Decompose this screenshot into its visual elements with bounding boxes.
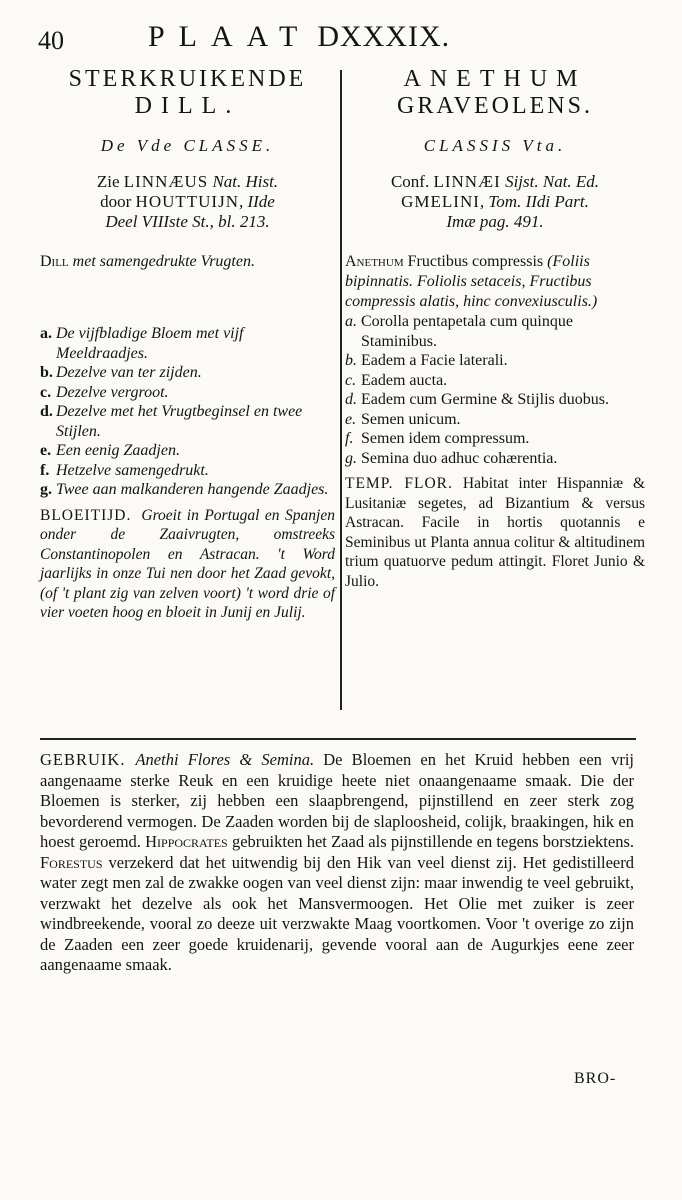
plate-word: PLAAT <box>148 20 312 53</box>
ref-work: Nat. Hist. <box>208 172 279 191</box>
ref-volume: Imæ pag. 491. <box>446 212 544 231</box>
dutch-plant-name <box>40 252 335 272</box>
plant-genus: Anethum <box>345 253 404 270</box>
legend-item <box>345 390 645 410</box>
flowering-label: BLOEITIJD. <box>40 506 132 524</box>
usage-intro: Anethi Flores & Semina. <box>135 750 315 769</box>
catchword: BRO- <box>574 1070 617 1087</box>
legend-item <box>345 351 645 371</box>
legend-key: e. <box>345 410 357 428</box>
dutch-title-line2: DILL. <box>134 93 241 119</box>
latin-figure-legend <box>345 312 645 468</box>
usage-author: Hippocrates <box>145 832 228 851</box>
ref-text: door <box>100 192 136 211</box>
ref-author: LINNÆUS <box>123 172 209 191</box>
latin-flowering <box>345 474 645 591</box>
legend-text: Een eenig Zaadjen. <box>56 442 180 459</box>
latin-reference <box>345 172 645 232</box>
legend-text: Corolla pentapetala cum quinque Staminibus. <box>361 313 573 350</box>
legend-key: c. <box>40 383 52 401</box>
legend-key: a. <box>345 313 357 330</box>
legend-key: d. <box>40 403 53 420</box>
ref-author: HOUTTUIJN <box>135 192 239 211</box>
legend-item <box>345 371 645 391</box>
legend-text: Eadem a Facie laterali. <box>361 352 508 369</box>
ref-work: Sijst. Nat. Ed. <box>500 172 600 191</box>
plant-diagnosis: Fructibus compressis <box>407 253 544 270</box>
dutch-flowering <box>40 506 335 623</box>
legend-text: Semen unicum. <box>361 410 461 428</box>
plant-diagnosis-detail: (Foliis bipinnatis. Foliolis setaceis, Fructibus compressis alatis, hinc convexiusculis.) <box>345 253 598 310</box>
legend-item <box>345 449 645 469</box>
legend-item <box>40 461 335 481</box>
latin-title-line1: ANETHUM <box>403 66 587 92</box>
dutch-figure-legend <box>40 324 335 500</box>
dutch-reference <box>40 172 335 232</box>
latin-class: CLASSIS Vta. <box>423 136 567 155</box>
flowering-text: Habitat inter Hispanniæ & Lusitaniæ segetes, ad Bizantium & versus Astracan. Facile in hortis quotannis e Seminibus ut Planta annua colitur & altitudinem trium quatuorve pedum attingit. Floret Junio & Julio. <box>345 475 646 590</box>
legend-key: f. <box>40 461 50 479</box>
flowering-text: Groeit in Portugal en Spanjen onder de Zaaivrugten, omstreeks Constantinopolen en Astracan. 't Word jaarlijks in onze Tui nen door het Zaad gevokt, (of 't plant zig van zelven voort) 't word drie of vier voeten hoog en bloeit in Junij en Julij. <box>40 506 335 621</box>
legend-key: c. <box>345 371 357 389</box>
plant-genus: Dill <box>40 253 69 270</box>
legend-text: Dezelve vergroot. <box>56 383 169 401</box>
dutch-title-line1: STERKRUIKENDE <box>68 66 307 92</box>
legend-text: Dezelve van ter zijden. <box>56 364 202 381</box>
legend-item <box>40 402 335 441</box>
flowering-label: TEMP. FLOR. <box>345 475 453 492</box>
legend-text: De vijfbladige Bloem met vijf Meeldraadjes. <box>56 325 244 362</box>
legend-text: Hetzelve samengedrukt. <box>56 461 209 479</box>
page-number: 40 <box>38 26 64 55</box>
legend-item <box>40 383 335 403</box>
legend-key: d. <box>345 391 357 408</box>
legend-text: Eadem cum Germine & Stijlis duobus. <box>361 391 609 408</box>
legend-text: Semen idem compressum. <box>361 430 530 447</box>
legend-key: b. <box>40 364 53 381</box>
legend-item <box>345 429 645 449</box>
ref-work: , IIde <box>238 192 275 211</box>
legend-key: g. <box>345 449 357 467</box>
legend-key: a. <box>40 325 52 342</box>
horizontal-rule <box>40 738 636 740</box>
legend-item <box>40 480 335 500</box>
legend-text: Dezelve met het Vrugtbeginsel en twee Stijlen. <box>56 403 303 440</box>
usage-author: Forestus <box>40 852 103 872</box>
ref-volume: Deel VIIIste St., bl. 213. <box>105 212 270 231</box>
plate-heading <box>148 20 450 54</box>
legend-item <box>345 312 645 351</box>
usage-text: De Bloemen en het Kruid hebben een vrij aangenaame sterke Reuk en een kruidige heete niet onaangenaame smaak. Die der Bloemen is sterker, zij hebben een slaapbrengend, pijnstillend en zeer sterk zog bevorderend vermogen. De Zaaden worden bij de slaploosheid, colijk, braakingen, hik en hoest geroemd. <box>40 750 635 851</box>
usage-paragraph <box>40 750 634 976</box>
latin-column <box>345 66 645 591</box>
plate-number: DXXXIX. <box>317 20 451 53</box>
legend-key: b. <box>345 352 357 369</box>
ref-work: , Tom. IIdi Part. <box>479 192 589 211</box>
legend-key: g. <box>40 481 52 498</box>
legend-item <box>345 410 645 430</box>
usage-text: verzekerd dat het uitwendig bij den Hik van veel dienst zij. Het gedistilleerd water zegt men zal de zwakke oogen van veel dienst zijn: maar inwendig te veel gebruikt, verzwakt het dezelve als ook het Mansvermoogen. Het Olie met zuiker is zeer windbreekende, vooral zo deeze uit verzwakte Maag voortkomen. Voor 't overige zo zijn de Zaaden een zeer goede kruidenarij, gevende vooral aan de Augurkjes eene zeer aangenaame smaak. <box>40 852 634 974</box>
usage-text: gebruikten het Zaad als pijnstillende en tegens borstziektens. <box>231 832 634 851</box>
legend-item <box>40 441 335 461</box>
usage-label: GEBRUIK. <box>40 750 126 769</box>
ref-text: Conf. <box>390 172 434 191</box>
legend-key: f. <box>345 430 354 447</box>
column-divider <box>340 70 342 710</box>
latin-plant-description <box>345 252 645 312</box>
dutch-column <box>40 66 335 623</box>
plant-description: met samengedrukte Vrugten. <box>72 253 255 270</box>
legend-item <box>40 363 335 383</box>
legend-item <box>40 324 335 363</box>
ref-author: LINNÆI <box>433 172 501 191</box>
dutch-class: De Vde CLASSE. <box>100 136 275 155</box>
ref-text: Zie <box>96 172 124 191</box>
legend-text: Eadem aucta. <box>361 371 448 389</box>
legend-text: Twee aan malkanderen hangende Zaadjes. <box>56 481 329 498</box>
latin-title-line2: GRAVEOLENS. <box>397 93 593 119</box>
legend-text: Semina duo adhuc cohærentia. <box>361 449 558 467</box>
ref-author: GMELINI <box>401 192 480 211</box>
legend-key: e. <box>40 442 52 459</box>
